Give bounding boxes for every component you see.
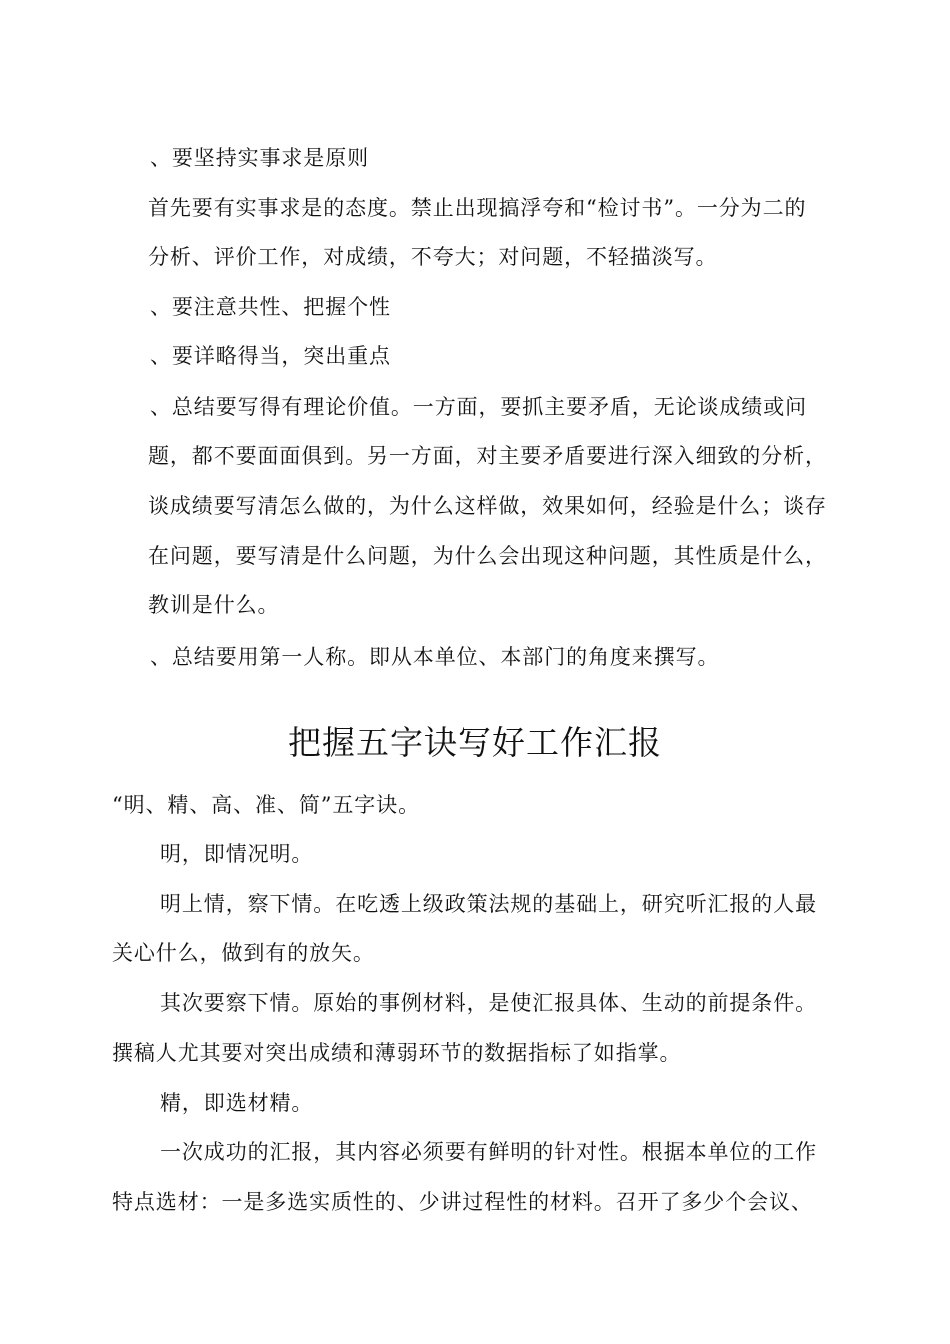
paragraph-line: 撰稿人尤其要对突出成绩和薄弱环节的数据指标了如指掌。 (112, 1041, 682, 1065)
paragraph-line: 谈成绩要写清怎么做的，为什么这样做，效果如何，经验是什么；谈存 (148, 494, 827, 518)
paragraph-line: 其次要察下情。原始的事例材料，是使汇报具体、生动的前提条件。 (160, 991, 817, 1015)
paragraph-line: 特点选材：一是多选实质性的、少讲过程性的材料。召开了多少个会议、 (112, 1190, 813, 1214)
paragraph-line: 、总结要写得有理论价值。一方面，要抓主要矛盾，无论谈成绩或问 (150, 395, 807, 419)
section-title: 把握五字诀写好工作汇报 (288, 723, 662, 762)
paragraph-line: 题，都不要面面俱到。另一方面，对主要矛盾要进行深入细致的分析， (148, 444, 827, 468)
heading-detail-focus: 、要详略得当，突出重点 (150, 344, 391, 368)
heading-first-person: 、总结要用第一人称。即从本单位、本部门的角度来撰写。 (150, 645, 720, 669)
heading-principle-truth: 、要坚持实事求是原则 (150, 146, 369, 170)
paragraph-line: “明、精、高、准、简”五字诀。 (112, 793, 420, 817)
paragraph-line: 精，即选材精。 (160, 1091, 314, 1115)
paragraph-line: 分析、评价工作，对成绩，不夸大；对问题，不轻描淡写。 (148, 245, 718, 269)
paragraph-line: 一次成功的汇报，其内容必须要有鲜明的针对性。根据本单位的工作 (160, 1140, 817, 1164)
paragraph-line: 在问题，要写清是什么问题，为什么会出现这种问题，其性质是什么， (148, 544, 827, 568)
paragraph-line: 首先要有实事求是的态度。禁止出现搞浮夸和“检讨书”。一分为二的 (148, 196, 807, 220)
heading-commonality: 、要注意共性、把握个性 (150, 295, 391, 319)
paragraph-line: 明，即情况明。 (160, 842, 314, 866)
paragraph-line: 明上情，察下情。在吃透上级政策法规的基础上，研究听汇报的人最 (160, 892, 817, 916)
paragraph-line: 教训是什么。 (148, 593, 280, 617)
paragraph-line: 关心什么，做到有的放矢。 (112, 941, 375, 965)
